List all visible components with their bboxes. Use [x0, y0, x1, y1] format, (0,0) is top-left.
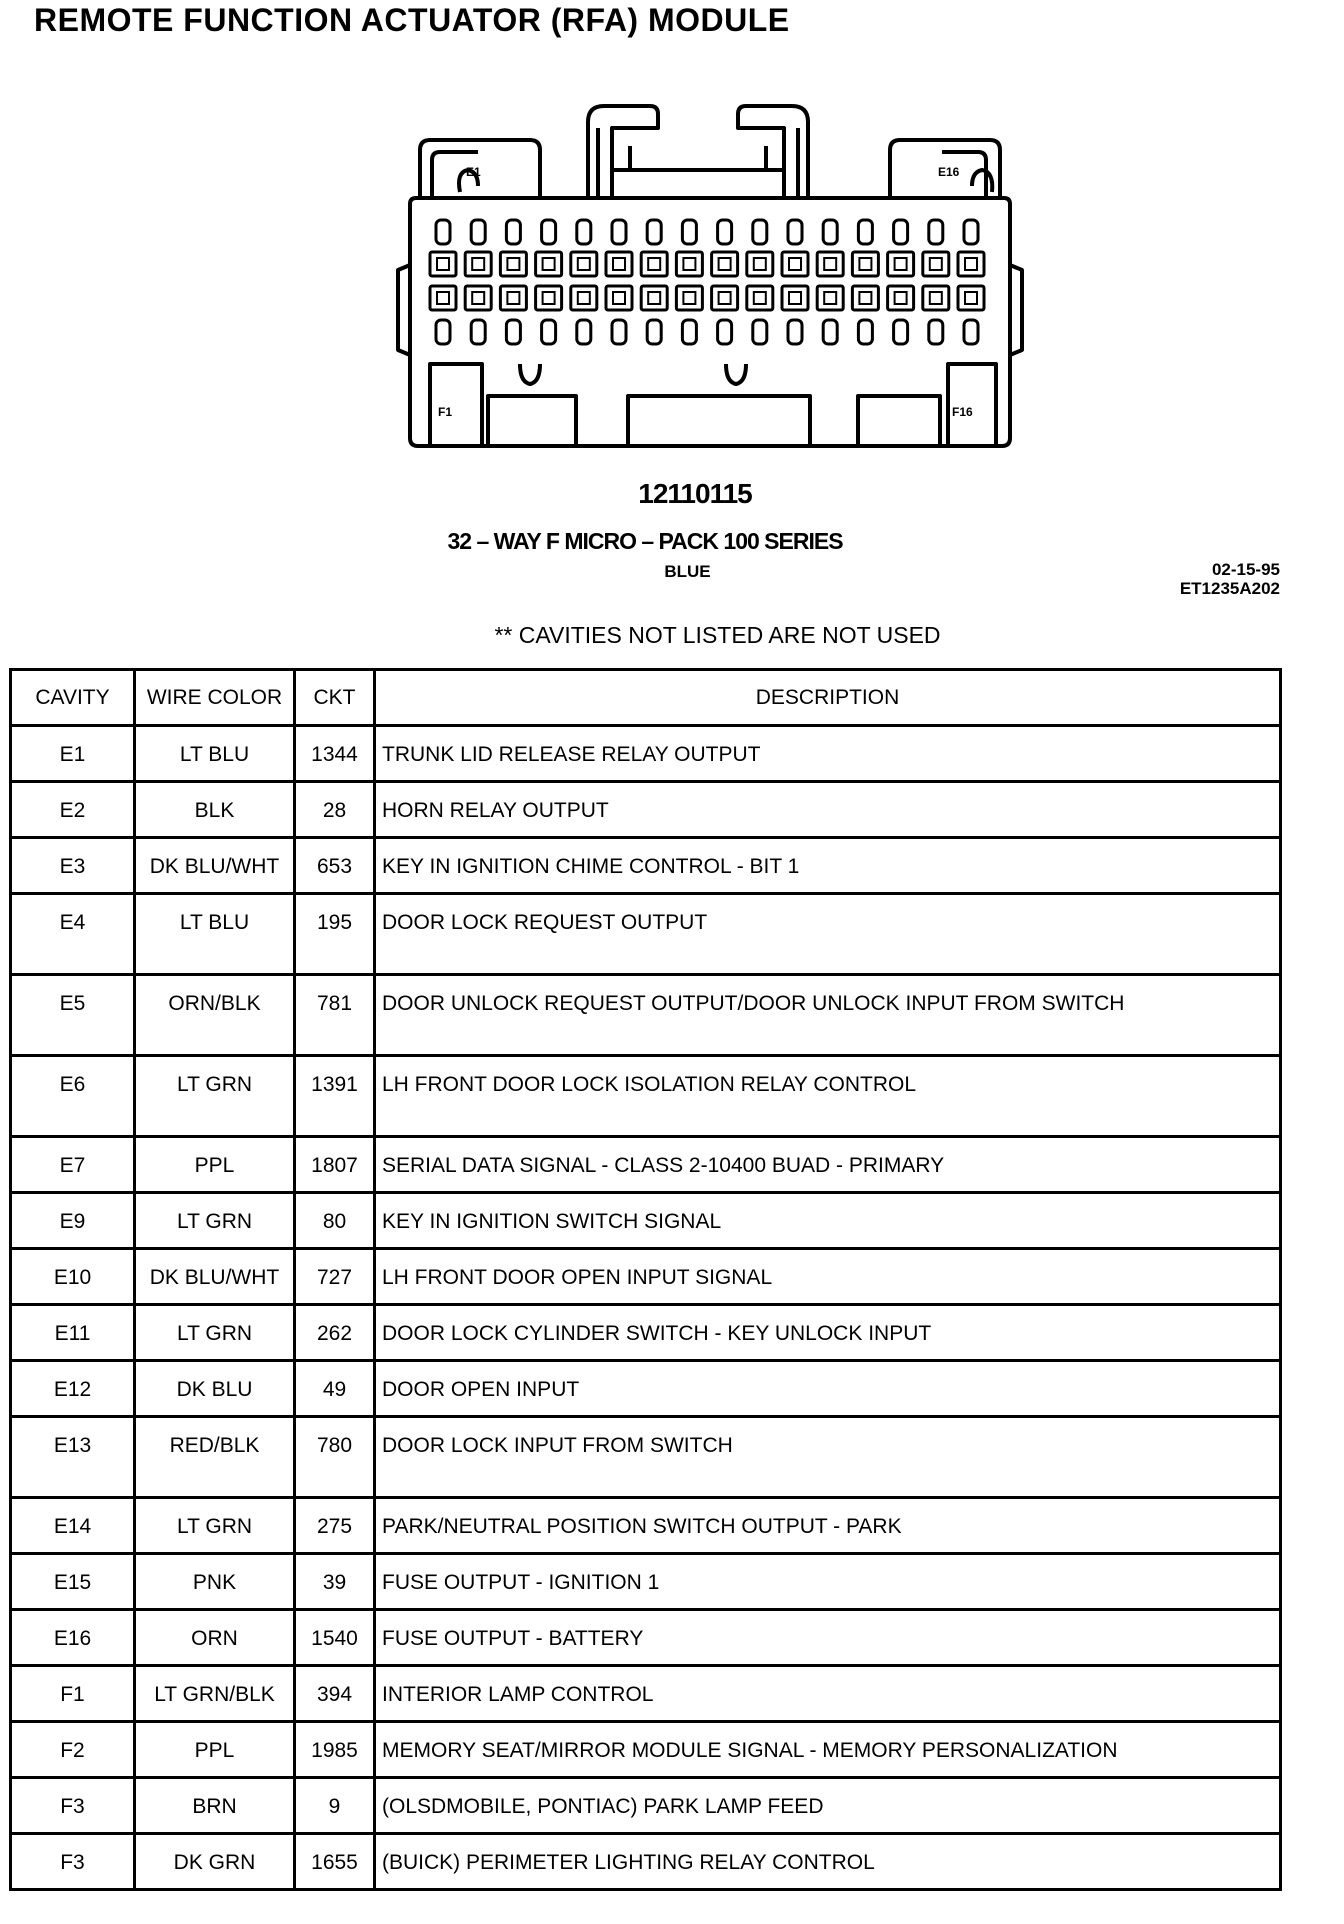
- cavity-slot: [958, 252, 984, 276]
- cell-description: MEMORY SEAT/MIRROR MODULE SIGNAL - MEMORY PERSONALIZATION: [375, 1722, 1281, 1778]
- cavity-slot: [753, 220, 767, 244]
- cavity-slot: [676, 286, 702, 310]
- cell-ckt: 781: [295, 975, 375, 1056]
- cavity-slot: [500, 286, 526, 310]
- cavity-terminal: [965, 258, 977, 270]
- cell-ckt: 49: [295, 1361, 375, 1417]
- label-e1: E1: [466, 165, 481, 179]
- cell-wire-color: PNK: [135, 1554, 295, 1610]
- connector-series: 32 – WAY F MICRO – PACK 100 SERIES: [447, 528, 843, 554]
- header-ckt: CKT: [295, 670, 375, 726]
- cavity-slot: [788, 220, 802, 244]
- cavity-terminal: [437, 258, 449, 270]
- cavity-slot: [577, 320, 591, 344]
- cell-cavity: E15: [11, 1554, 135, 1610]
- cell-description: (BUICK) PERIMETER LIGHTING RELAY CONTROL: [375, 1834, 1281, 1890]
- cell-description: FUSE OUTPUT - BATTERY: [375, 1610, 1281, 1666]
- cell-description: LH FRONT DOOR LOCK ISOLATION RELAY CONTROL: [375, 1056, 1281, 1137]
- cell-ckt: 80: [295, 1193, 375, 1249]
- table-row: [11, 838, 1281, 894]
- cell-ckt: 1655: [295, 1834, 375, 1890]
- cavity-slot: [465, 252, 491, 276]
- pinout-body: [11, 726, 1281, 1890]
- cell-ckt: 1985: [295, 1722, 375, 1778]
- cavity-terminal: [824, 292, 836, 304]
- cavity-slot: [430, 252, 456, 276]
- cell-wire-color: LT BLU: [135, 894, 295, 975]
- cavity-slot: [641, 286, 667, 310]
- cavity-slot: [888, 286, 914, 310]
- cavity-terminal: [507, 258, 519, 270]
- cavity-terminal: [719, 258, 731, 270]
- cavity-slot: [471, 220, 485, 244]
- cell-description: DOOR UNLOCK REQUEST OUTPUT/DOOR UNLOCK INPUT FROM SWITCH: [375, 975, 1281, 1056]
- table-row: [11, 1498, 1281, 1554]
- cell-cavity: E7: [11, 1137, 135, 1193]
- table-row: [11, 726, 1281, 782]
- document-reference: [1120, 560, 1280, 598]
- cavity-terminal: [437, 292, 449, 304]
- cavity-terminal: [754, 258, 766, 270]
- table-row: [11, 1249, 1281, 1305]
- cell-cavity: E11: [11, 1305, 135, 1361]
- cell-ckt: 262: [295, 1305, 375, 1361]
- cavity-terminal: [613, 258, 625, 270]
- cell-cavity: F1: [11, 1666, 135, 1722]
- unused-cavities-note: ** CAVITIES NOT LISTED ARE NOT USED: [494, 622, 941, 648]
- cell-wire-color: LT BLU: [135, 726, 295, 782]
- cavity-slot: [923, 286, 949, 310]
- cavity-slot: [577, 220, 591, 244]
- table-row: [11, 1305, 1281, 1361]
- cell-description: DOOR LOCK CYLINDER SWITCH - KEY UNLOCK INPUT: [375, 1305, 1281, 1361]
- cavity-slot: [894, 220, 908, 244]
- cavity-terminal: [859, 292, 871, 304]
- cell-cavity: E4: [11, 894, 135, 975]
- cavity-terminal: [578, 258, 590, 270]
- connector-body: [410, 198, 1010, 446]
- cavity-terminal: [789, 258, 801, 270]
- cavity-slot: [542, 220, 556, 244]
- cell-description: KEY IN IGNITION SWITCH SIGNAL: [375, 1193, 1281, 1249]
- cavity-terminal: [507, 292, 519, 304]
- cell-wire-color: ORN: [135, 1610, 295, 1666]
- cell-wire-color: DK BLU: [135, 1361, 295, 1417]
- label-e16: E16: [938, 165, 960, 179]
- cell-ckt: 275: [295, 1498, 375, 1554]
- cavity-slot: [536, 252, 562, 276]
- cavity-terminal: [895, 258, 907, 270]
- cavity-terminal: [930, 258, 942, 270]
- cavity-slot: [712, 286, 738, 310]
- cell-ckt: 780: [295, 1417, 375, 1498]
- cavity-terminal: [648, 292, 660, 304]
- document-date: 02-15-95: [1211, 560, 1280, 579]
- label-f1: F1: [438, 405, 453, 419]
- table-row: [11, 1417, 1281, 1498]
- table-header-row: [11, 670, 1281, 726]
- cavity-terminal: [543, 258, 555, 270]
- cavity-slot: [888, 252, 914, 276]
- pinout-table: [9, 668, 1282, 1891]
- cavity-slot: [500, 252, 526, 276]
- cell-cavity: E16: [11, 1610, 135, 1666]
- cell-cavity: F3: [11, 1834, 135, 1890]
- cell-description: PARK/NEUTRAL POSITION SWITCH OUTPUT - PARK: [375, 1498, 1281, 1554]
- cavity-slot: [817, 252, 843, 276]
- cavity-slot: [929, 320, 943, 344]
- cell-cavity: E6: [11, 1056, 135, 1137]
- cavity-slot: [858, 320, 872, 344]
- cavity-terminal: [683, 258, 695, 270]
- cavity-slot: [506, 320, 520, 344]
- cavity-terminal: [648, 258, 660, 270]
- cavity-slot: [964, 220, 978, 244]
- cavity-slot: [782, 286, 808, 310]
- cavity-terminal: [965, 292, 977, 304]
- cavity-terminal: [683, 292, 695, 304]
- cavity-slot: [606, 252, 632, 276]
- cavity-slot: [682, 320, 696, 344]
- table-row: [11, 1361, 1281, 1417]
- cavity-slot: [823, 220, 837, 244]
- page-title: REMOTE FUNCTION ACTUATOR (RFA) MODULE: [34, 2, 790, 38]
- cell-wire-color: ORN/BLK: [135, 975, 295, 1056]
- table-row: [11, 1554, 1281, 1610]
- table-row: [11, 1778, 1281, 1834]
- cell-wire-color: DK BLU/WHT: [135, 838, 295, 894]
- table-row: [11, 975, 1281, 1056]
- cell-wire-color: LT GRN/BLK: [135, 1666, 295, 1722]
- cavity-slot: [641, 252, 667, 276]
- connector-color: BLUE: [664, 562, 711, 581]
- cell-ckt: 1344: [295, 726, 375, 782]
- cell-wire-color: BRN: [135, 1778, 295, 1834]
- cell-wire-color: LT GRN: [135, 1193, 295, 1249]
- cavity-terminal: [472, 292, 484, 304]
- cavity-slot: [747, 252, 773, 276]
- cavity-slot: [647, 220, 661, 244]
- table-row: [11, 1193, 1281, 1249]
- cell-wire-color: BLK: [135, 782, 295, 838]
- table-row: [11, 782, 1281, 838]
- document-code: ET1235A202: [1179, 579, 1280, 598]
- cavity-slot: [682, 220, 696, 244]
- cell-ckt: 195: [295, 894, 375, 975]
- cell-wire-color: PPL: [135, 1137, 295, 1193]
- cavity-slot: [712, 252, 738, 276]
- connector-pocket-center: [628, 396, 810, 446]
- cavity-terminal: [895, 292, 907, 304]
- cavity-grid: [430, 220, 984, 344]
- cavity-slot: [753, 320, 767, 344]
- table-row: [11, 1722, 1281, 1778]
- cavity-terminal: [824, 258, 836, 270]
- cavity-slot: [718, 320, 732, 344]
- cell-ckt: 1391: [295, 1056, 375, 1137]
- cell-description: TRUNK LID RELEASE RELAY OUTPUT: [375, 726, 1281, 782]
- cavity-terminal: [930, 292, 942, 304]
- cavity-slot: [817, 286, 843, 310]
- cell-description: LH FRONT DOOR OPEN INPUT SIGNAL: [375, 1249, 1281, 1305]
- cavity-slot: [894, 320, 908, 344]
- cavity-slot: [929, 220, 943, 244]
- cavity-terminal: [543, 292, 555, 304]
- header-description: DESCRIPTION: [375, 670, 1281, 726]
- table-row: [11, 1834, 1281, 1890]
- cavity-slot: [612, 320, 626, 344]
- cavity-slot: [430, 286, 456, 310]
- cell-cavity: E5: [11, 975, 135, 1056]
- cell-cavity: F3: [11, 1778, 135, 1834]
- cell-ckt: 9: [295, 1778, 375, 1834]
- cell-description: KEY IN IGNITION CHIME CONTROL - BIT 1: [375, 838, 1281, 894]
- cell-cavity: E10: [11, 1249, 135, 1305]
- cell-cavity: E1: [11, 726, 135, 782]
- table-row: [11, 1137, 1281, 1193]
- cell-description: HORN RELAY OUTPUT: [375, 782, 1281, 838]
- cell-wire-color: LT GRN: [135, 1498, 295, 1554]
- cavity-slot: [676, 252, 702, 276]
- cell-wire-color: RED/BLK: [135, 1417, 295, 1498]
- cavity-slot: [506, 220, 520, 244]
- cell-cavity: E14: [11, 1498, 135, 1554]
- cell-cavity: F2: [11, 1722, 135, 1778]
- cell-description: DOOR OPEN INPUT: [375, 1361, 1281, 1417]
- cavity-terminal: [613, 292, 625, 304]
- cell-ckt: 1807: [295, 1137, 375, 1193]
- cavity-slot: [747, 286, 773, 310]
- cavity-slot: [571, 286, 597, 310]
- connector-diagram: [390, 100, 1030, 460]
- cell-description: DOOR LOCK INPUT FROM SWITCH: [375, 1417, 1281, 1498]
- label-f16: F16: [952, 405, 973, 419]
- cavity-slot: [571, 252, 597, 276]
- cavity-slot: [823, 320, 837, 344]
- cavity-slot: [612, 220, 626, 244]
- cavity-terminal: [578, 292, 590, 304]
- table-row: [11, 1610, 1281, 1666]
- cavity-slot: [436, 220, 450, 244]
- cell-ckt: 653: [295, 838, 375, 894]
- header-cavity: CAVITY: [11, 670, 135, 726]
- cavity-terminal: [859, 258, 871, 270]
- table-row: [11, 1666, 1281, 1722]
- part-number: 12110115: [638, 478, 752, 509]
- cell-cavity: E3: [11, 838, 135, 894]
- cell-ckt: 1540: [295, 1610, 375, 1666]
- cavity-terminal: [472, 258, 484, 270]
- cell-description: INTERIOR LAMP CONTROL: [375, 1666, 1281, 1722]
- cavity-slot: [852, 286, 878, 310]
- header-wire-color: WIRE COLOR: [135, 670, 295, 726]
- cell-wire-color: LT GRN: [135, 1056, 295, 1137]
- cell-cavity: E13: [11, 1417, 135, 1498]
- cavity-slot: [858, 220, 872, 244]
- cavity-slot: [923, 252, 949, 276]
- cavity-terminal: [754, 292, 766, 304]
- cell-description: (OLSDMOBILE, PONTIAC) PARK LAMP FEED: [375, 1778, 1281, 1834]
- cavity-slot: [852, 252, 878, 276]
- cell-cavity: E2: [11, 782, 135, 838]
- cell-ckt: 28: [295, 782, 375, 838]
- cell-description: DOOR LOCK REQUEST OUTPUT: [375, 894, 1281, 975]
- cell-wire-color: DK BLU/WHT: [135, 1249, 295, 1305]
- table-row: [11, 894, 1281, 975]
- cell-wire-color: LT GRN: [135, 1305, 295, 1361]
- cell-ckt: 39: [295, 1554, 375, 1610]
- cavity-slot: [718, 220, 732, 244]
- cavity-slot: [782, 252, 808, 276]
- cavity-slot: [536, 286, 562, 310]
- cell-ckt: 727: [295, 1249, 375, 1305]
- cavity-terminal: [719, 292, 731, 304]
- cavity-slot: [436, 320, 450, 344]
- cell-wire-color: PPL: [135, 1722, 295, 1778]
- cell-cavity: E12: [11, 1361, 135, 1417]
- cavity-slot: [788, 320, 802, 344]
- cavity-slot: [964, 320, 978, 344]
- cavity-slot: [647, 320, 661, 344]
- cell-ckt: 394: [295, 1666, 375, 1722]
- cell-cavity: E9: [11, 1193, 135, 1249]
- cavity-slot: [542, 320, 556, 344]
- cavity-slot: [471, 320, 485, 344]
- cell-wire-color: DK GRN: [135, 1834, 295, 1890]
- cavity-slot: [958, 286, 984, 310]
- cavity-terminal: [789, 292, 801, 304]
- cell-description: SERIAL DATA SIGNAL - CLASS 2-10400 BUAD - PRIMARY: [375, 1137, 1281, 1193]
- table-row: [11, 1056, 1281, 1137]
- cavity-slot: [606, 286, 632, 310]
- cavity-slot: [465, 286, 491, 310]
- cell-description: FUSE OUTPUT - IGNITION 1: [375, 1554, 1281, 1610]
